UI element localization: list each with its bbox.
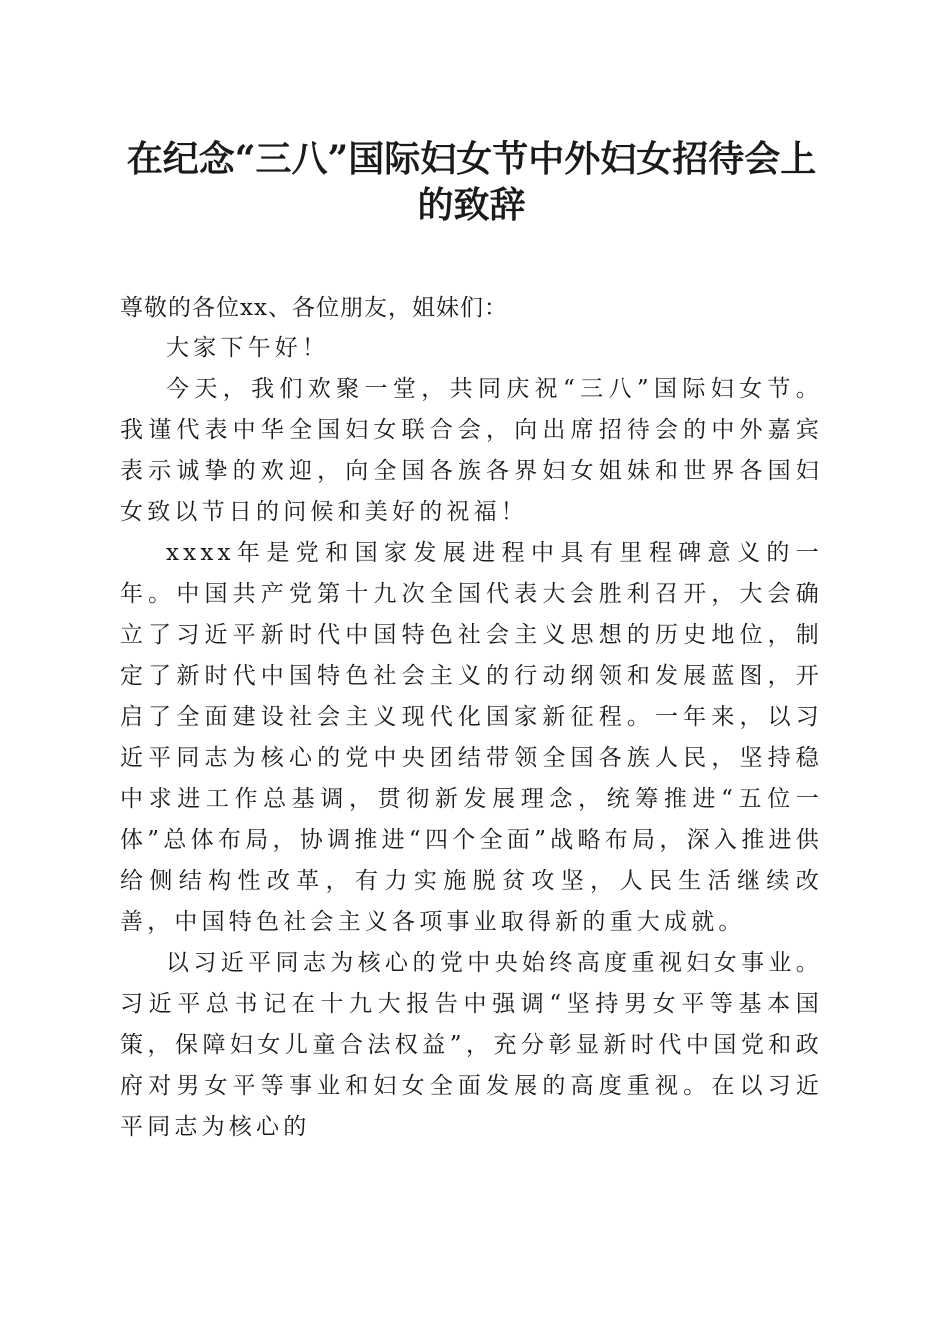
paragraph-1: 今天，我们欢聚一堂，共同庆祝“三八”国际妇女节。我谨代表中华全国妇女联合会，向出席招待会的中外嘉宾表示诚挚的欢迎，向全国各族各界妇女姐妹和世界各国妇女致以节日的问候和美好的祝福！ — [120, 376, 823, 525]
greeting: 大家下午好！ — [166, 335, 330, 361]
document-page — [120, 0, 823, 1148]
salutation: 尊敬的各位xx、各位朋友，姐妹们： — [120, 295, 508, 321]
paragraph-3: 以习近平同志为核心的党中央始终高度重视妇女事业。习近平总书记在十九大报告中强调“坚持男女平等基本国策，保障妇女儿童合法权益”，充分彰显新时代中国党和政府对男女平等事业和妇女全面发展的高度重视。在以习近平同志为核心的 — [120, 950, 823, 1140]
document-title — [120, 0, 823, 228]
title-line-2: 的致辞 — [417, 184, 526, 226]
paragraph-2: xxxx年是党和国家发展进程中具有里程碑意义的一年。中国共产党第十九次全国代表大会胜利召开，大会确立了习近平新时代中国特色社会主义思想的历史地位，制定了新时代中国特色社会主义的行动纲领和发展蓝图，开启了全面建设社会主义现代化国家新征程。一年来，以习近平同志为核心的党中央团结带领全国各族人民，坚持稳中求进工作总基调，贯彻新发展理念，统筹推进“五位一体”总体布局，协调推进“四个全面”战略布局，深入推进供给侧结构性改革，有力实施脱贫攻坚，人民生活继续改善，中国特色社会主义各项事业取得新的重大成就。 — [120, 540, 823, 935]
title-line-1: 在纪念“三八”国际妇女节中外妇女招待会上 — [126, 138, 817, 180]
